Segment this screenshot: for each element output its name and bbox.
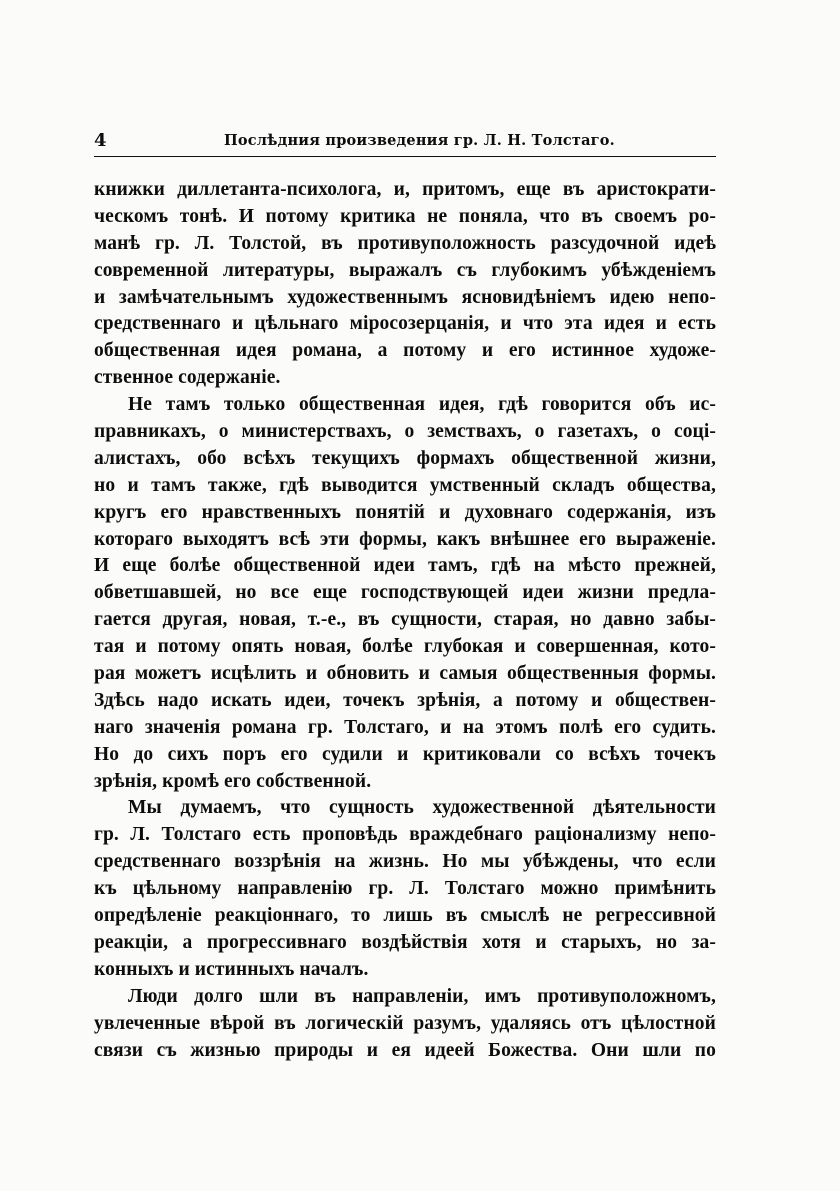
text-line: связи съ жизнью природы и ея идеей Божества. Они шли по [94,1039,716,1061]
text-line: къ цѣльному направленію гр. Л. Толстаго можно примѣнить [94,878,716,900]
text-line: И еще болѣе общественной идеи тамъ, гдѣ на мѣсто прежней, [94,555,716,577]
text-line: наго значенія романа гр. Толстаго, и на этомъ полѣ его судить. [94,716,716,738]
text-line: средственнаго и цѣльнаго міросозерцанія, и что эта идея и есть [94,313,716,335]
paragraph-first-line: Не тамъ только общественная идея, гдѣ говорится объ ис- [128,394,716,416]
text-line: конныхъ и истинныхъ началъ. [94,958,369,980]
text-line: алистахъ, обо всѣхъ текущихъ формахъ общественной жизни, [94,447,716,469]
paragraph-first-line: Люди долго шли въ направленіи, имъ противуположномъ, [128,985,716,1007]
text-line: гр. Л. Толстаго есть проповѣдь враждебнаго раціонализму непо- [94,824,716,846]
text-line: реакціи, а прогрессивнаго воздѣйствія хотя и старыхъ, но за- [94,931,716,953]
text-line: правникахъ, о министерствахъ, о земствахъ, о газетахъ, о соці- [94,421,716,443]
text-line: но и тамъ также, гдѣ выводится умственный складъ общества, [94,474,716,496]
paragraph-first-line: Мы думаемъ, что сущность художественной дѣятельности [128,797,716,819]
text-line: тая и потому опять новая, болѣе глубокая и совершенная, кото- [94,636,716,658]
text-line: и замѣчательнымъ художественнымъ ясновидѣніемъ идею непо- [94,286,716,308]
text-line: ственное содержаніе. [94,367,281,389]
text-line: средственнаго воззрѣнія на жизнь. Но мы убѣждены, что если [94,851,716,873]
text-line: увлеченные вѣрой въ логическій разумъ, удаляясь отъ цѣлостной [94,1012,716,1034]
text-line: общественная идея романа, а потому и его истинное художе- [94,340,716,362]
text-line: Но до сихъ поръ его судили и критиковали со всѣхъ точекъ [94,743,716,765]
page-number: 4 [94,130,107,151]
text-line: ческомъ тонѣ. И потому критика не поняла, что въ своемъ ро- [94,205,716,227]
text-line: книжки диллетанта-психолога, и, притомъ, еще въ аристократи- [94,179,716,200]
text-line: современной литературы, выражалъ съ глубокимъ убѣжденіемъ [94,259,716,281]
text-line: кругъ его нравственныхъ понятій и духовнаго содержанія, изъ [94,501,716,523]
text-line: котораго выходятъ всѣ эти формы, какъ внѣшнее его выраженіе. [94,528,716,550]
page-header [94,130,716,157]
body-text [94,177,716,1064]
text-line: рая можетъ исцѣлить и обновить и самыя общественныя формы. [94,663,716,685]
running-title: Послѣдния произведения гр. Л. Н. Толстаго. [224,132,615,149]
text-line: обветшавшей, но все еще господствующей идеи жизни предла- [94,582,716,604]
text-line: зрѣнія, кромѣ его собственной. [94,770,372,792]
text-line: гается другая, новая, т.-е., въ сущности, старая, но давно забы- [94,609,716,631]
text-line: Здѣсь надо искать идеи, точекъ зрѣнія, а потому и обществен- [94,689,716,711]
text-line: опредѣленіе реакціоннаго, то лишь въ смыслѣ не регрессивной [94,905,716,927]
text-line: манѣ гр. Л. Толстой, въ противуположность разсудочной идеѣ [94,232,716,254]
